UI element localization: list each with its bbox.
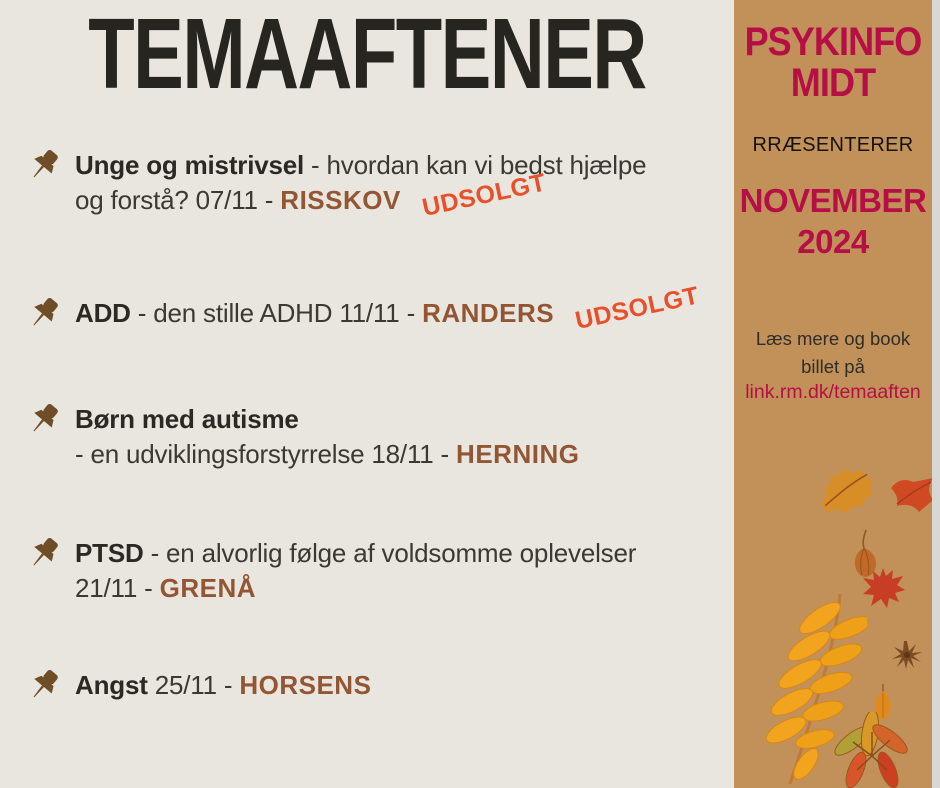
pushpin-icon <box>25 146 63 184</box>
event-location: HERNING <box>456 439 580 469</box>
event-location: RANDERS <box>422 298 555 328</box>
event-text: Angst 25/11 - HORSENS <box>75 670 372 700</box>
event-text: PTSD - en alvorlig følge af voldsomme oplevelser 21/11 - GRENÅ <box>75 538 637 603</box>
sidebar <box>734 0 932 788</box>
star-anise-icon <box>891 640 923 670</box>
event-item-boern-med-autisme <box>0 402 734 472</box>
right-edge-strip <box>932 0 940 788</box>
pushpin-icon <box>25 666 63 704</box>
event-text: Unge og mistrivsel - hvordan kan vi bedst hjælpe og forstå? 07/11 - RISSKOV UDSOLGT <box>75 148 734 219</box>
page-title: TEMAAFTENER <box>88 0 646 110</box>
event-location: HORSENS <box>239 670 372 700</box>
event-item-ptsd <box>0 536 734 606</box>
event-location: RISSKOV <box>280 185 401 215</box>
event-location: GRENÅ <box>159 573 257 603</box>
soldout-badge: UDSOLGT <box>572 281 702 335</box>
oak-leaf-icon <box>816 466 880 518</box>
event-item-add <box>0 281 734 335</box>
event-item-unge-og-mistrivsel <box>0 148 734 222</box>
pushpin-icon <box>25 294 63 332</box>
pushpin-icon <box>25 534 63 572</box>
creeper-leaf-icon <box>829 712 915 788</box>
month-label: NOVEMBER 2024 <box>739 182 927 260</box>
red-leaf-icon <box>889 478 932 514</box>
booking-link[interactable]: link.rm.dk/temaaften <box>745 381 921 403</box>
pushpin-icon <box>25 400 63 438</box>
presents-label: RRÆSENTERER <box>752 134 914 156</box>
booking-info-text: Læs mere og book billet på <box>755 328 911 377</box>
brand-title: PSYKINFO MIDT <box>744 20 922 105</box>
event-text: Børn med autisme - en udviklingsforstyrrelse 18/11 - HERNING <box>75 404 580 469</box>
soldout-badge: UDSOLGT <box>419 168 549 222</box>
event-item-angst <box>0 668 734 703</box>
event-text: ADD - den stille ADHD 11/11 - RANDERS UDSOLGT <box>75 296 734 332</box>
